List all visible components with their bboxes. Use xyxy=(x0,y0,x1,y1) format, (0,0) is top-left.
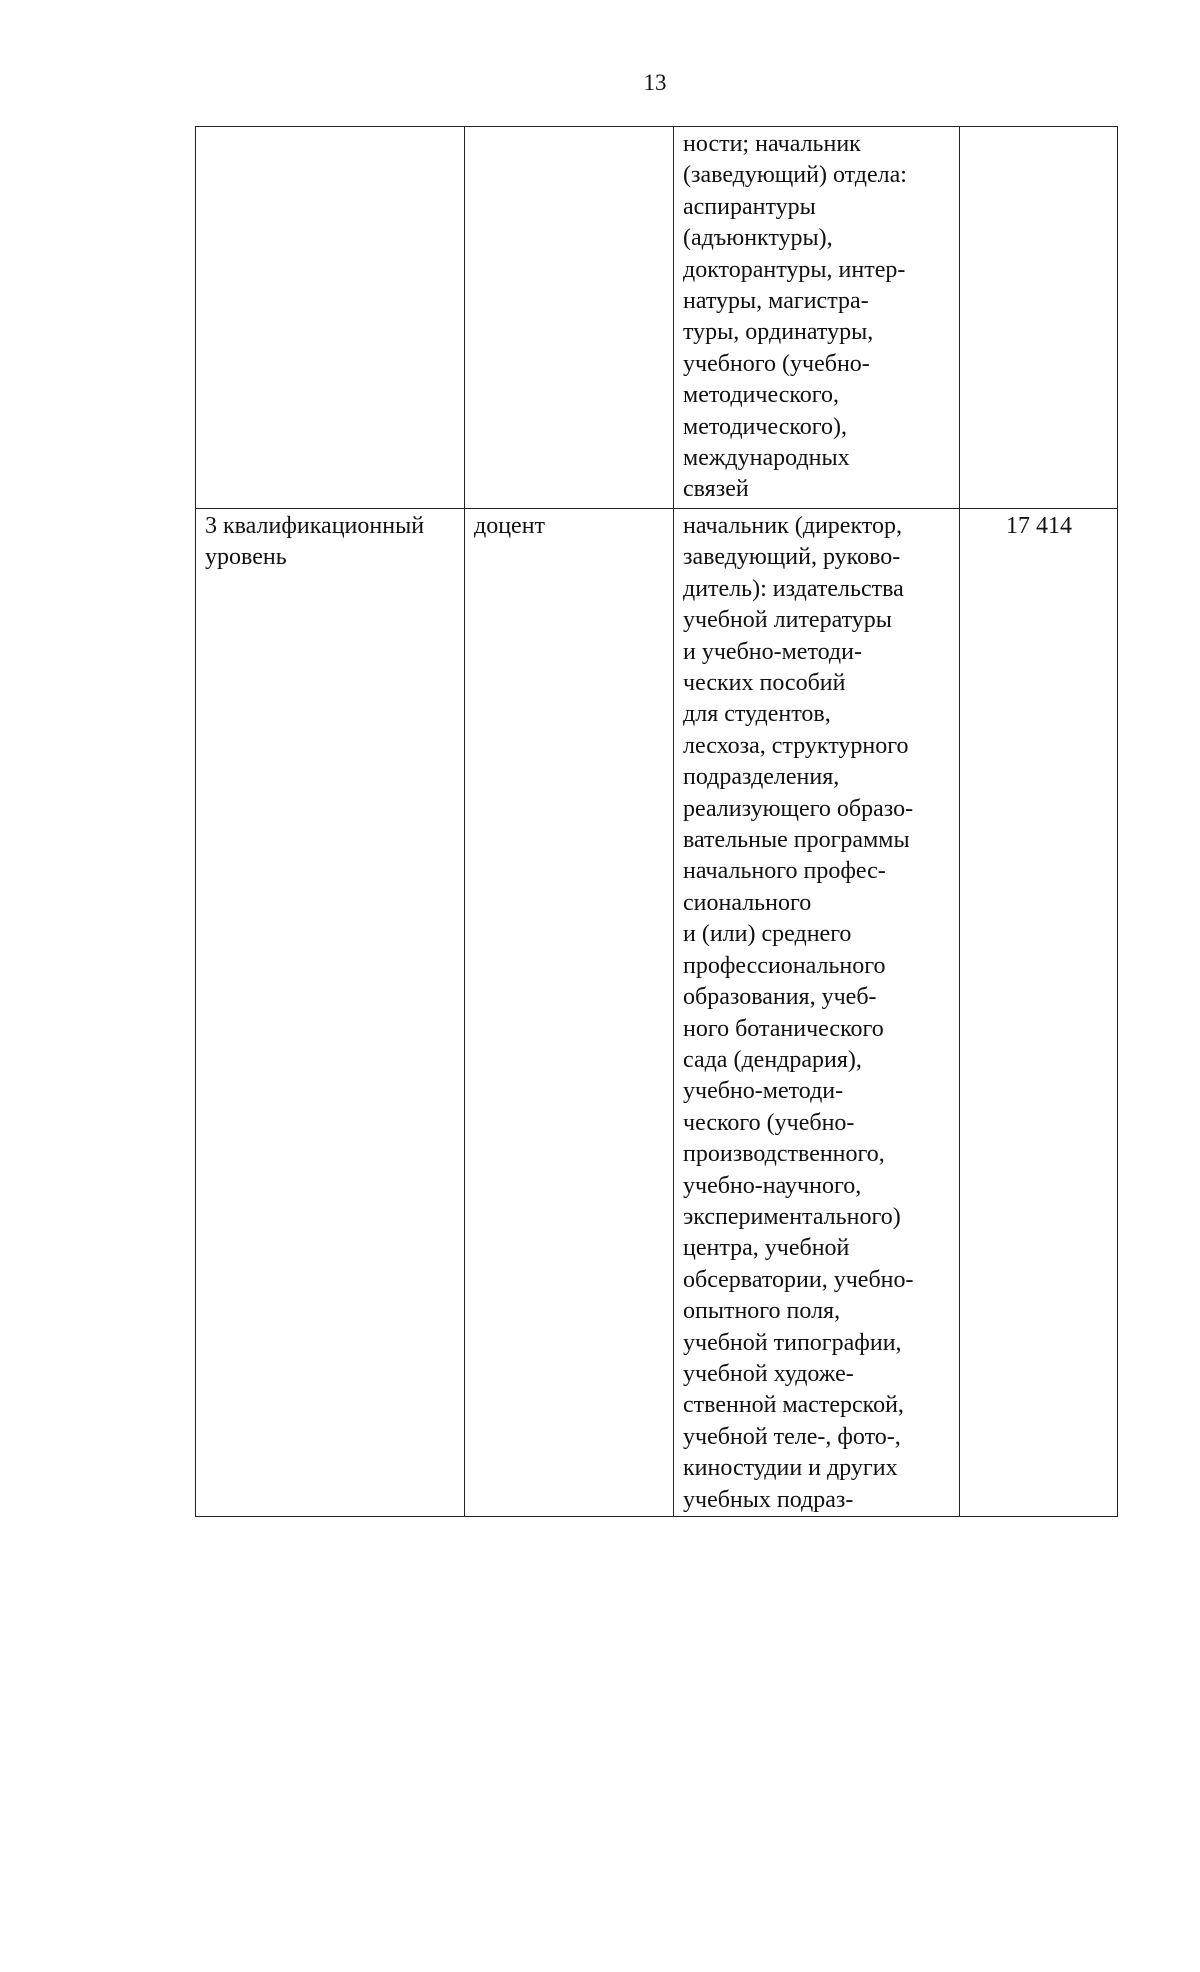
duty-line: учебного (учебно- xyxy=(683,350,870,377)
duty-line: и учебно-методи- xyxy=(683,638,862,665)
duty-line: сада (дендрария), xyxy=(683,1046,862,1073)
duty-line: вательные программы xyxy=(683,827,910,854)
duty-line: аспирантуры xyxy=(683,193,816,220)
table-row xyxy=(196,127,1118,509)
salary-table xyxy=(195,126,1118,1517)
duty-line: образования, учеб- xyxy=(683,984,877,1011)
qualification-level-cell: 3 квалификационный уровень xyxy=(196,509,465,1517)
duties-cell xyxy=(674,509,960,1517)
duty-line: производственного, xyxy=(683,1141,885,1168)
duty-line: начального профес- xyxy=(683,858,886,885)
duty-line: учебно-методи- xyxy=(683,1078,844,1105)
duty-line: для студентов, xyxy=(683,701,831,728)
duty-line: ности; начальник xyxy=(683,131,861,157)
duty-line: учебной художе- xyxy=(683,1360,854,1387)
duty-line: киностудии и других xyxy=(683,1455,898,1482)
position-cell: доцент xyxy=(465,509,674,1517)
duty-line: начальник (директор, xyxy=(683,513,902,539)
duty-line: методического, xyxy=(683,382,840,409)
table-row xyxy=(196,509,1118,1517)
duty-line: ного ботанического xyxy=(683,1015,884,1042)
duty-line: учебной литературы xyxy=(683,607,892,634)
salary-cell xyxy=(960,127,1118,509)
duty-line: и (или) среднего xyxy=(683,921,852,948)
duty-line: лесхоза, структурного xyxy=(683,732,909,759)
duty-line: (заведующий) отдела: xyxy=(683,162,907,189)
duty-line: учебной теле-, фото-, xyxy=(683,1423,901,1450)
duty-line: ческих пособий xyxy=(683,670,846,697)
duty-line: заведующий, руково- xyxy=(683,544,901,571)
duties-cell xyxy=(674,127,960,509)
duty-line: (адъюнктуры), xyxy=(683,225,833,252)
duty-line: сионального xyxy=(683,889,812,916)
duty-line: учебных подраз- xyxy=(683,1486,854,1513)
duty-line: профессионального xyxy=(683,952,886,979)
duty-line: докторантуры, интер- xyxy=(683,256,906,283)
duty-line: методического), xyxy=(683,413,848,440)
duty-line: подразделения, xyxy=(683,764,840,791)
qualification-level-cell xyxy=(196,127,465,509)
duty-line: дитель): издательства xyxy=(683,575,904,602)
duty-line: центра, учебной xyxy=(683,1235,850,1262)
duty-line: экспериментального) xyxy=(683,1203,901,1230)
page-number: 13 xyxy=(643,70,667,95)
duty-line: ческого (учебно- xyxy=(683,1109,855,1136)
duty-line: связей xyxy=(683,476,749,503)
duty-line: реализующего образо- xyxy=(683,795,914,822)
duty-line: ственной мастерской, xyxy=(683,1392,904,1419)
position-cell xyxy=(465,127,674,509)
duty-line: туры, ординатуры, xyxy=(683,319,874,346)
salary-cell: 17 414 xyxy=(960,509,1118,1517)
duty-line: натуры, магистра- xyxy=(683,288,869,315)
duty-line: учебной типографии, xyxy=(683,1329,902,1356)
duty-line: международных xyxy=(683,445,850,472)
duty-line: обсерватории, учебно- xyxy=(683,1266,914,1293)
duty-line: опытного поля, xyxy=(683,1298,841,1325)
duty-line: учебно-научного, xyxy=(683,1172,862,1199)
